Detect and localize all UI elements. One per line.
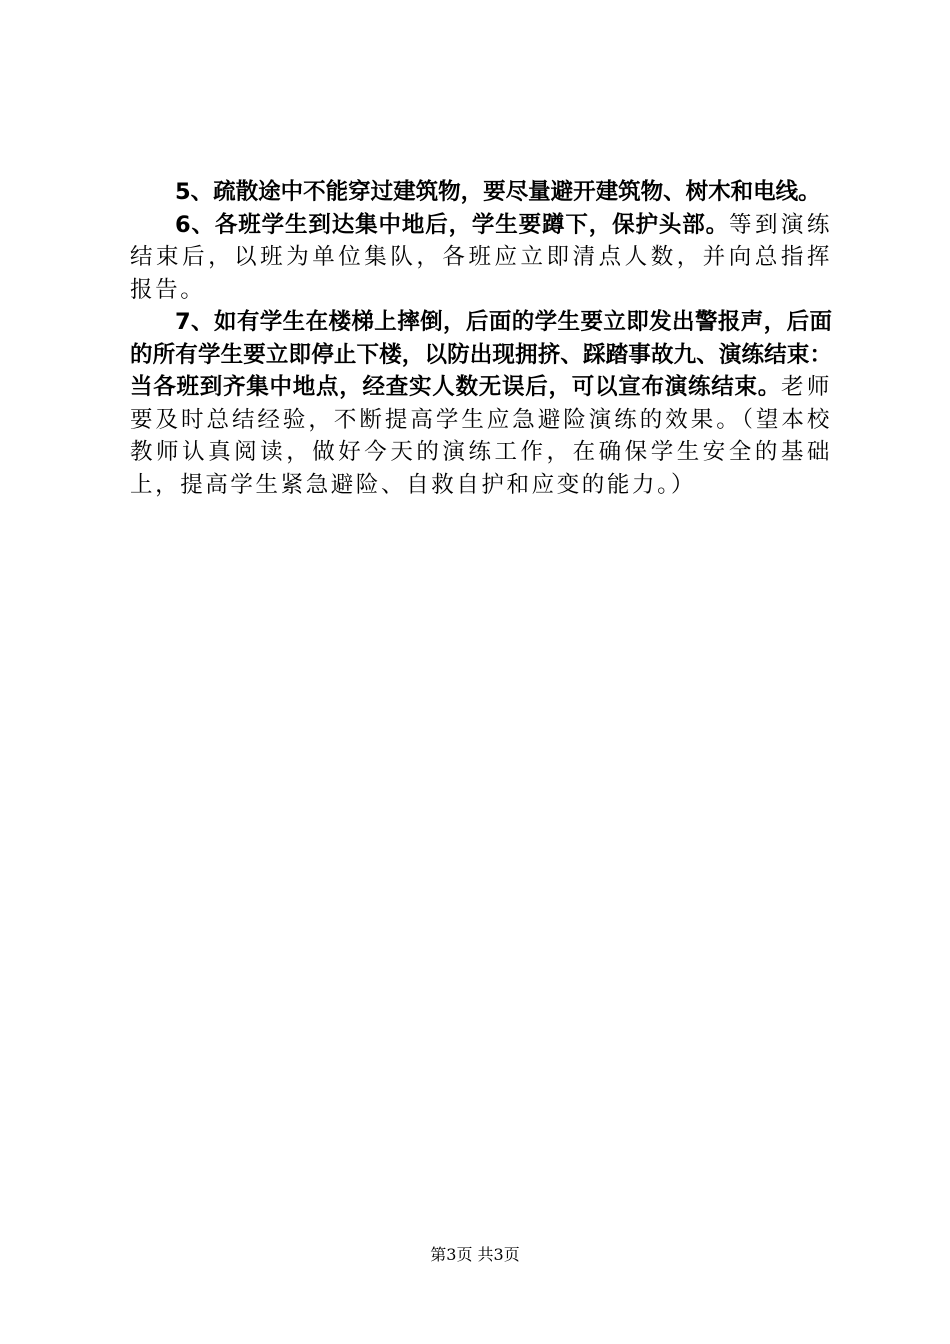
page-footer: 第3页 共3页 — [430, 1245, 520, 1264]
paragraph-6-regular-text: 等到演练结束后，以班为单位集队，各班应立即清点人数，并向总指挥报告。 — [130, 211, 832, 303]
paragraph-7 — [130, 306, 832, 501]
paragraph-6-bold-text: 6、各班学生到达集中地后，学生要蹲下，保护头部。 — [175, 211, 729, 238]
paragraph-7-bold-text: 7、如有学生在楼梯上摔倒，后面的学生要立即发出警报声，后面的所有学生要立即停止下楼，以防出现拥挤、踩踏事故九、演练结束：当各班到齐集中地点，经查实人数无误后，可以宣布演练结束。 — [130, 309, 832, 400]
paragraph-6 — [130, 209, 832, 307]
paragraph-7-regular-text: 老师要及时总结经验，不断提高学生应急避险演练的效果。（望本校教师认真阅读，做好今天的演练工作，在确保学生安全的基础上，提高学生紧急避险、自救自护和应变的能力。） — [130, 374, 832, 498]
document-body — [130, 176, 832, 501]
paragraph-5-bold-text: 5、疏散途中不能穿过建筑物，要尽量避开建筑物、树木和电线。 — [175, 179, 821, 205]
paragraph-5 — [130, 176, 832, 209]
